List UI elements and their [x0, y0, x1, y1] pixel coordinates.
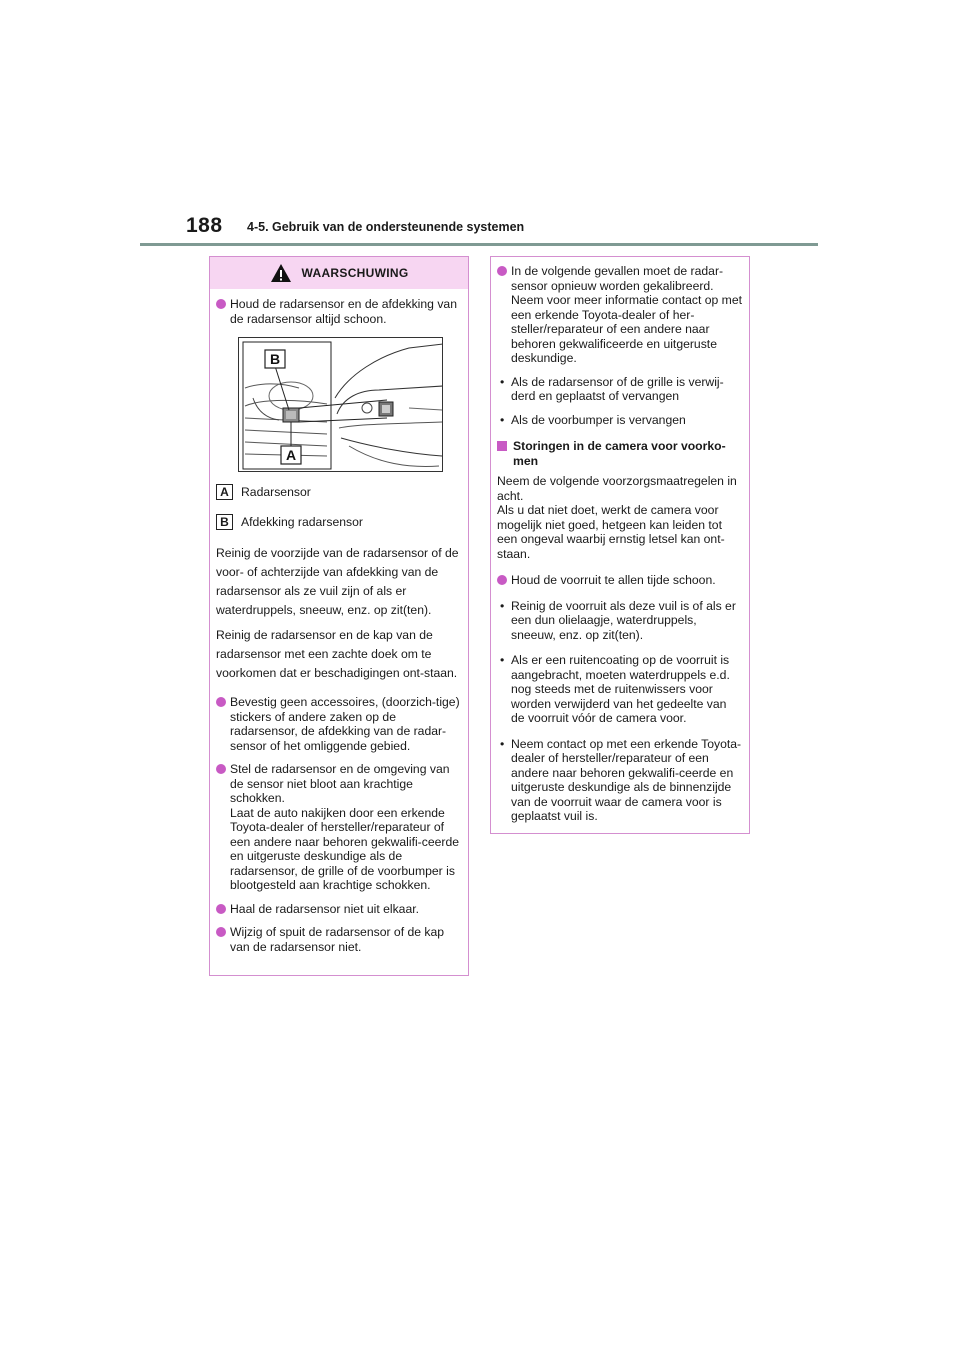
continuation-box	[490, 256, 750, 834]
sub-bullet-icon: •	[500, 374, 505, 389]
sub-bullet-icon: •	[500, 736, 505, 751]
sub-bullet-icon: •	[500, 412, 505, 427]
legend-key-a: A	[216, 484, 233, 500]
paragraph: Reinig de voorzijde van de radarsensor of de voor- of achterzijde van afdekking van de radarsensor als ze vuil zijn of als er waterdruppels, sneeuw, enz. op zit(ten).	[216, 546, 459, 617]
bullet-dot-icon	[497, 575, 507, 585]
list-item: In de volgende gevallen moet de radar-sensor opnieuw worden gekalibreerd. Neem voor meer informatie contact op met een erkende Toyota-dealer of her-steller/reparateur of een andere naar behoren gekwalificeerde en uitgeruste deskundige.	[497, 264, 743, 366]
sub-list-item: • Reinig de voorruit als deze vuil is of als er een dun olielaagje, waterdruppels, sneeuw, enz. op zit(ten).	[500, 598, 736, 642]
list-item: Wijzig of spuit de radarsensor of de kap van de radarsensor niet.	[216, 925, 462, 954]
legend-item-a	[216, 484, 462, 500]
list-item: Houd de voorruit te allen tijde schoon.	[497, 573, 743, 588]
sub-list-item: • Als de radarsensor of de grille is verwij-derd en geplaatst of vervangen	[500, 374, 724, 403]
legend-key-b: B	[216, 514, 233, 530]
section-title: 4-5. Gebruik van de ondersteunende systemen	[247, 220, 525, 234]
page-number: 188	[186, 214, 223, 237]
bullet-dot-icon	[497, 266, 507, 276]
section-heading: Storingen in de camera voor voorko-men	[497, 439, 743, 468]
sub-list-item: • Neem contact op met een erkende Toyota-dealer of hersteller/reparateur of een andere naar behoren gekwalifi-ceerde en uitgeruste deskundige als de binnenzijde van de voorruit waar de camera voor is geplaatst vuil is.	[500, 736, 742, 823]
bullet-dot-icon	[216, 697, 226, 707]
sub-bullet-icon: •	[500, 653, 505, 667]
figure-label-a: A	[285, 447, 297, 463]
bullet-dot-icon	[216, 299, 226, 309]
sub-list-item: • Als de voorbumper is vervangen	[500, 412, 686, 427]
warning-box	[209, 256, 469, 976]
header-rule	[140, 243, 818, 246]
warning-title: WAARSCHUWING	[301, 266, 409, 280]
list-item: Haal de radarsensor niet uit elkaar.	[216, 902, 462, 917]
bullet-dot-icon	[216, 764, 226, 774]
list-item: Bevestig geen accessoires, (doorzich-tige) stickers of andere zaken op de radarsensor, de afdekking van de radar-sensor of het omliggende gebied.	[216, 695, 462, 753]
paragraph: Reinig de radarsensor en de kap van de radarsensor met een zachte doek om te voorkomen dat er beschadigingen ont-staan.	[216, 628, 458, 680]
bullet-dot-icon	[216, 927, 226, 937]
warning-triangle-icon	[270, 263, 292, 283]
figure-label-b: B	[269, 351, 281, 367]
legend-item-b	[216, 514, 462, 530]
sub-list-item: • Als er een ruitencoating op de voorruit is aangebracht, moeten waterdruppels e.d. nog steeds met de ruitenwissers voor worden verwijderd van het gedeelte van de voorruit vóór de camera voor.	[500, 653, 730, 725]
warning-header	[210, 257, 468, 289]
list-item: Houd de radarsensor en de afdekking van de radarsensor altijd schoon.	[216, 297, 462, 326]
sub-bullet-icon: •	[500, 598, 505, 613]
bullet-dot-icon	[216, 904, 226, 914]
legend-text-a: Radarsensor	[241, 484, 311, 499]
legend-text-b: Afdekking radarsensor	[241, 514, 363, 529]
list-item: Stel de radarsensor en de omgeving van de sensor niet bloot aan krachtige schokken. Laat de auto nakijken door een erkende Toyota-dealer of hersteller/reparateur of een andere naar behoren gekwalifi-ceerde en uitgeruste deskundige als de radarsensor, de grille of de voorbumper is blootgesteld aan krachtige schokken.	[216, 762, 462, 893]
radar-sensor-illustration	[238, 337, 443, 472]
heading-square-icon	[497, 441, 507, 451]
paragraph: Neem de volgende voorzorgsmaatregelen in acht. Als u dat niet doet, werkt de camera voor mogelijk niet goed, hetgeen kan leiden tot een ongeval waarbij ernstig letsel kan ont-staan.	[497, 474, 737, 561]
